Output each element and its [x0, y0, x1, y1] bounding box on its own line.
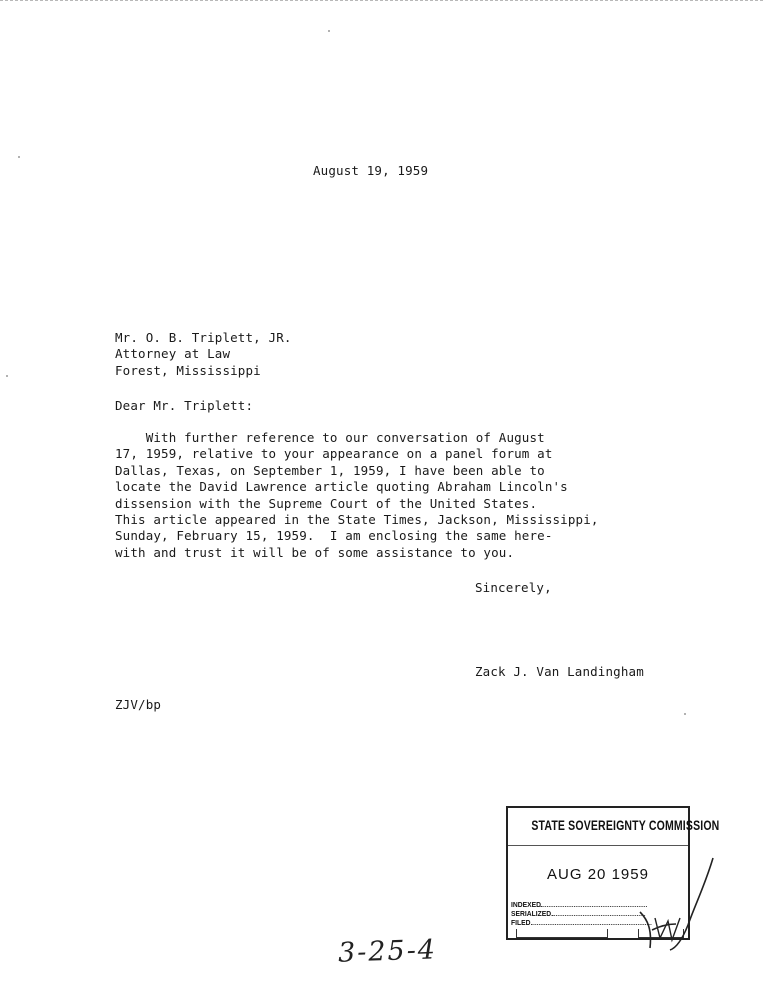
recipient-location: Forest, Mississippi: [115, 362, 261, 378]
recipient-title: Attorney at Law: [115, 346, 231, 362]
handwritten-file-number: 3-25-4: [337, 934, 438, 969]
stamp-title: STATE SOVEREIGNTY COMMISSION: [531, 818, 720, 833]
closing: Sincerely,: [475, 580, 552, 595]
body-line: 17, 1959, relative to your appearance on a panel forum at: [115, 446, 553, 462]
stamp-field-label: INDEXED: [511, 900, 542, 909]
paper-speck: [18, 156, 20, 158]
recipient-name: Mr. O. B. Triplett, JR.: [115, 330, 292, 345]
letter-date: August 19, 1959: [313, 163, 429, 178]
body-line: with and trust it will be of some assistance to you.: [115, 544, 515, 560]
stamp-field-label: FILED: [511, 918, 531, 927]
stamp-date: AUG 20 1959: [547, 866, 649, 883]
reference-initials: ZJV/bp: [115, 697, 162, 712]
paper-speck: [6, 375, 8, 377]
stamp-field-label: SERIALIZED: [511, 909, 552, 918]
handwritten-initials-icon: [655, 918, 680, 940]
filing-check-mark-icon: [640, 858, 713, 950]
body-line: Sunday, February 15, 1959. I am enclosing the same here-: [115, 528, 553, 544]
paper-speck: [328, 30, 330, 32]
paper-speck: [684, 713, 686, 715]
body-line: Dallas, Texas, on September 1, 1959, I have been able to: [115, 462, 545, 478]
body-line: With further reference to our conversation of August: [115, 430, 545, 445]
signer-name: Zack J. Van Landingham: [475, 664, 644, 679]
body-line: This article appeared in the State Times, Jackson, Mississippi,: [115, 512, 599, 528]
body-line: dissension with the Supreme Court of the United States.: [115, 495, 538, 511]
body-line: locate the David Lawrence article quoting Abraham Lincoln's: [115, 479, 568, 495]
salutation: Dear Mr. Triplett:: [115, 398, 254, 413]
